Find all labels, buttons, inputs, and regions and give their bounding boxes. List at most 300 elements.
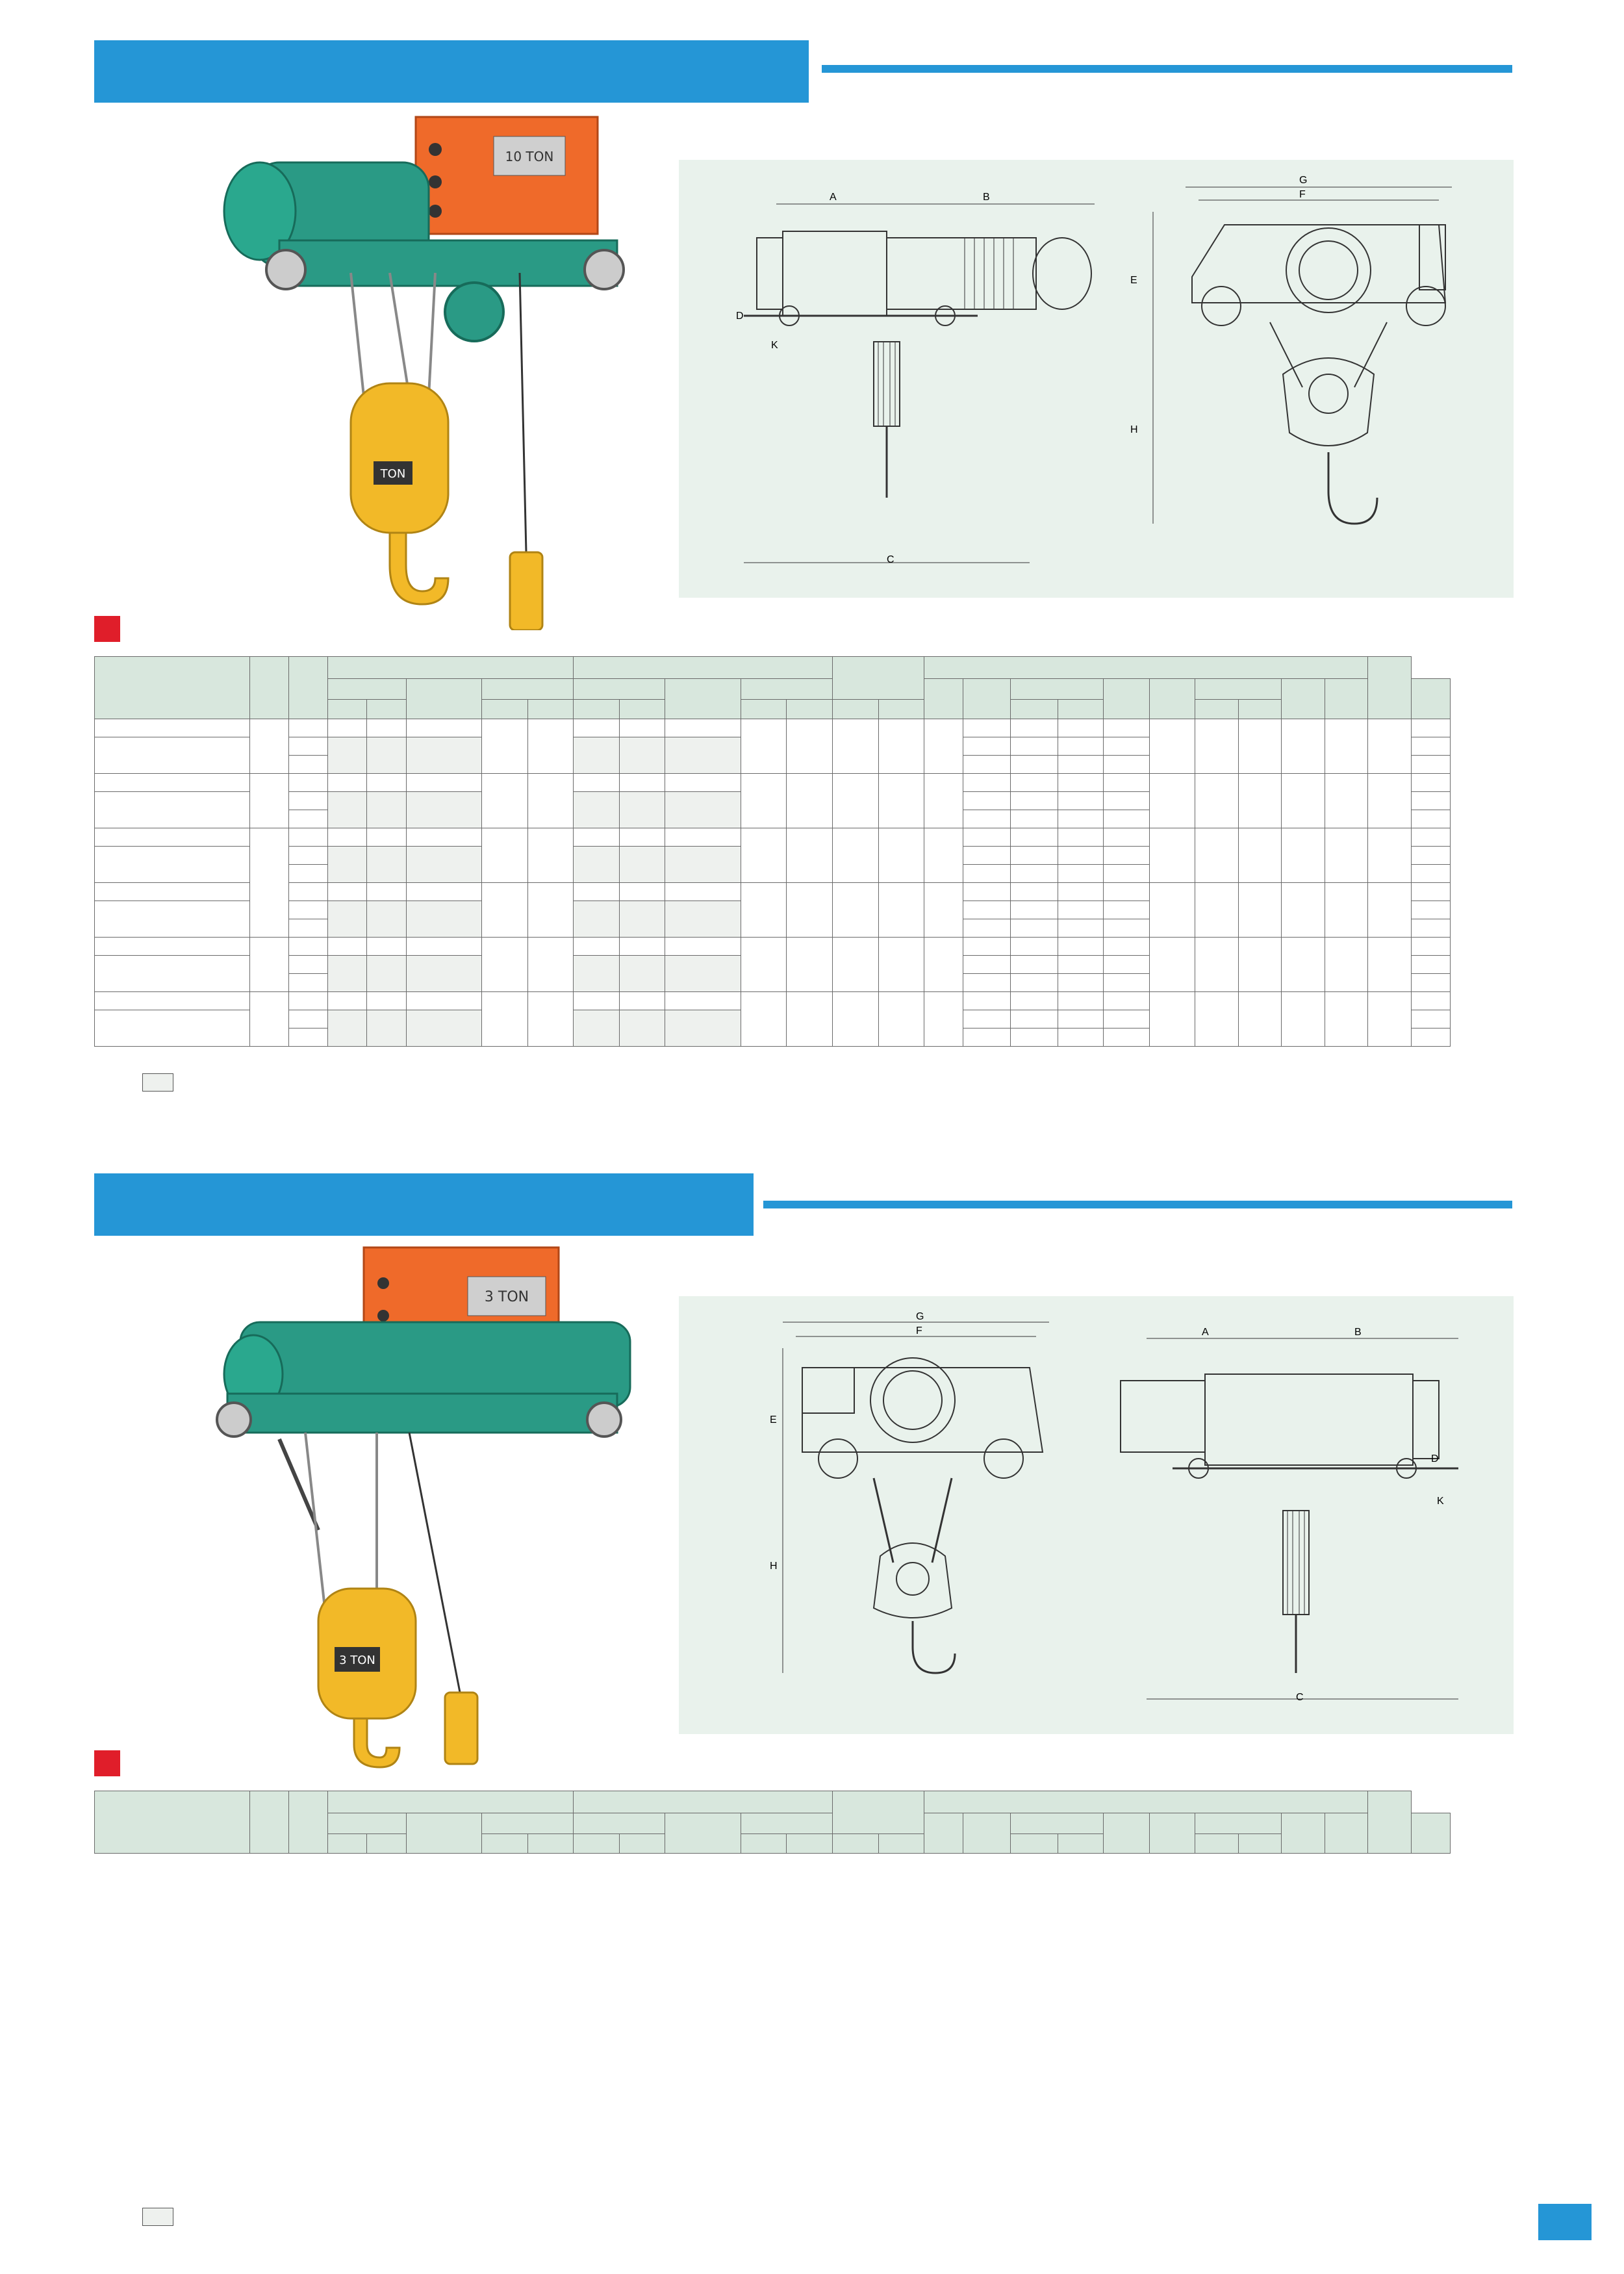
dimension-diagram-2 (679, 1296, 1514, 1734)
header-2-speed (527, 1834, 574, 1854)
speed-50hz-cell (367, 847, 406, 883)
weight-cell (1411, 974, 1450, 992)
header-1-speed (481, 1834, 527, 1854)
header-h (924, 679, 963, 719)
dim-cell (1104, 901, 1150, 919)
model-no-cell (95, 901, 250, 938)
header-weight (1368, 657, 1411, 719)
motor-cell (406, 828, 481, 847)
header-traverse (574, 657, 833, 679)
weight-cell (1411, 756, 1450, 774)
header-rating-t (741, 679, 832, 700)
dim-label-c2: C (1296, 1692, 1304, 1703)
lift-height-cell (289, 737, 328, 756)
dim-cell (1058, 810, 1104, 828)
lift-height-cell (289, 974, 328, 992)
cable-rf-cell (878, 828, 924, 883)
dim-cell (1104, 1010, 1150, 1028)
dim-k-cell (1368, 883, 1411, 938)
dim-cell (1104, 774, 1150, 792)
section1-notes (94, 1073, 1517, 1092)
rating-1-cell (481, 719, 527, 774)
rating-1-cell (481, 938, 527, 992)
header-k (1411, 1813, 1450, 1854)
hoist-photo-2 (214, 1244, 637, 1770)
dim-cell (963, 974, 1011, 992)
t-speed-60hz-cell (574, 883, 620, 901)
motor-cell (406, 792, 481, 828)
dim-e2-cell (1238, 883, 1281, 938)
speed-60hz-cell (328, 956, 367, 992)
t-speed-50hz-cell (619, 956, 665, 992)
dim-f-cell (1282, 883, 1325, 938)
dim-label-a2: A (1202, 1327, 1209, 1338)
speed-60hz-cell (328, 992, 367, 1010)
header-speed-t (574, 1813, 665, 1834)
dim-f-cell (1282, 828, 1325, 883)
dim-cell (1011, 883, 1058, 901)
dim-k-cell (1368, 938, 1411, 992)
header-rf (878, 1834, 924, 1854)
t-speed-60hz-cell (574, 719, 620, 737)
speed-50hz-cell (367, 737, 406, 774)
header-60hz (574, 700, 620, 719)
motor-cell (406, 883, 481, 901)
dim-label-e: E (1130, 275, 1137, 286)
dim-cell (1104, 938, 1150, 956)
dim-f-cell (1282, 992, 1325, 1047)
dim-cell (963, 756, 1011, 774)
dim-f-cell (1282, 774, 1325, 828)
dim-cell (1058, 737, 1104, 756)
speed-60hz-cell (328, 774, 367, 792)
table-row (95, 828, 1517, 847)
motor-cell (406, 901, 481, 938)
t-speed-50hz-cell (619, 938, 665, 956)
cable-mm-cell (832, 719, 878, 774)
header-lifting (328, 1791, 574, 1813)
dim-cell (1058, 847, 1104, 865)
weight-cell (1411, 828, 1450, 847)
model-no-cell (95, 774, 250, 792)
header-k (1411, 679, 1450, 719)
model-no-cell (95, 792, 250, 828)
dim-cell (963, 992, 1011, 1010)
dim-g-cell (1325, 719, 1368, 774)
t-speed-60hz-cell (574, 774, 620, 792)
header-2-speed (1058, 700, 1104, 719)
dim-cell (1011, 1010, 1058, 1028)
dim-g-cell (1325, 774, 1368, 828)
weight-cell (1411, 992, 1450, 1010)
section2-title (94, 1173, 754, 1236)
dim-label-g2: G (916, 1311, 924, 1322)
header-load (249, 657, 288, 719)
dim-cell (1104, 974, 1150, 992)
dim-cell (963, 737, 1011, 756)
header-dims (924, 657, 1368, 679)
lift-height-cell (289, 828, 328, 847)
header-2-speed (1238, 700, 1281, 719)
dim-cell (1058, 865, 1104, 883)
dim-e2-cell (1238, 938, 1281, 992)
t-speed-50hz-cell (619, 828, 665, 847)
cable-rf-cell (878, 719, 924, 774)
speed-50hz-cell (367, 1010, 406, 1047)
dim-d-cell (1149, 774, 1195, 828)
header-60hz (328, 700, 367, 719)
rating-2-cell (527, 719, 574, 774)
weight-cell (1411, 919, 1450, 938)
speed-60hz-cell (328, 737, 367, 774)
t-motor-cell (665, 901, 741, 938)
header-weight (1368, 1791, 1411, 1854)
t-speed-50hz-cell (619, 883, 665, 901)
dim-cell (963, 1028, 1011, 1047)
cable-rf-cell (878, 938, 924, 992)
speed-60hz-cell (328, 1010, 367, 1047)
speed-50hz-cell (367, 828, 406, 847)
dim-cell (1058, 1010, 1104, 1028)
dim-label-a: A (830, 192, 837, 203)
t-speed-60hz-cell (574, 992, 620, 1010)
dim-cell (963, 828, 1011, 847)
header-f (1282, 679, 1325, 719)
weight-cell (1411, 883, 1450, 901)
lift-height-cell (289, 810, 328, 828)
dim-e1-cell (1195, 719, 1238, 774)
dim-cell (1104, 719, 1150, 737)
dim-cell (963, 792, 1011, 810)
speed-50hz-cell (367, 719, 406, 737)
dim-e2-cell (1238, 992, 1281, 1047)
motor-cell (406, 956, 481, 992)
t-speed-60hz-cell (574, 792, 620, 828)
weight-cell (1411, 956, 1450, 974)
dim-label-h: H (1130, 424, 1138, 435)
dim-g-cell (1325, 828, 1368, 883)
dim-label-e2: E (770, 1414, 777, 1425)
dim-cell (1011, 792, 1058, 810)
header-g (1325, 679, 1368, 719)
header-1-speed (1195, 700, 1238, 719)
load-cell (249, 828, 288, 938)
dim-label-g: G (1299, 175, 1308, 186)
rating-2-cell (527, 938, 574, 992)
dim-e2-cell (1238, 774, 1281, 828)
weight-cell (1411, 901, 1450, 919)
speed-50hz-cell (367, 901, 406, 938)
weight-cell (1411, 1010, 1450, 1028)
t-speed-60hz-cell (574, 1010, 620, 1047)
header-rating-t (741, 1813, 832, 1834)
header-lift-height (289, 1791, 328, 1854)
header-motor (406, 679, 481, 719)
t-motor-cell (665, 719, 741, 737)
t-motor-cell (665, 774, 741, 792)
dim-label-b2: B (1354, 1327, 1362, 1338)
dim-cell (1011, 774, 1058, 792)
t-motor-cell (665, 938, 741, 956)
dim-g-cell (1325, 883, 1368, 938)
t-rating-2-cell (787, 992, 833, 1047)
cable-mm-cell (832, 828, 878, 883)
dim-cell (1104, 919, 1150, 938)
motor-cell (406, 938, 481, 956)
two-speed-swatch (142, 2208, 173, 2226)
t-motor-cell (665, 1010, 741, 1047)
table-row (95, 774, 1517, 792)
table-row (95, 719, 1517, 737)
t-speed-50hz-cell (619, 774, 665, 792)
header-50hz (619, 700, 665, 719)
speed-50hz-cell (367, 938, 406, 956)
weight-cell (1411, 719, 1450, 737)
t-motor-cell (665, 883, 741, 901)
dim-cell (1104, 737, 1150, 756)
header-2-speed (787, 1834, 833, 1854)
table-row (95, 883, 1517, 901)
motor-cell (406, 847, 481, 883)
spec-table-1 (94, 656, 1517, 1047)
speed-60hz-cell (328, 901, 367, 938)
t-speed-50hz-cell (619, 847, 665, 883)
weight-cell (1411, 774, 1450, 792)
header-load (249, 1791, 288, 1854)
rating-1-cell (481, 992, 527, 1047)
page-number (1538, 2204, 1592, 2240)
dim-cell (1104, 810, 1150, 828)
dim-cell (1104, 828, 1150, 847)
table-row (95, 938, 1517, 956)
load-cell (249, 719, 288, 774)
spec-table-2 (94, 1791, 1517, 1854)
dim-h-cell (924, 719, 963, 774)
lift-height-cell (289, 1028, 328, 1047)
t-rating-1-cell (741, 883, 787, 938)
model-no-cell (95, 883, 250, 901)
header-2-speed (787, 700, 833, 719)
dim-cell (1011, 919, 1058, 938)
load-cell (249, 774, 288, 828)
cable-mm-cell (832, 883, 878, 938)
model-no-cell (95, 992, 250, 1010)
dim-cell (963, 865, 1011, 883)
dim-cell (963, 847, 1011, 865)
rating-1-cell (481, 774, 527, 828)
dim-cell (1058, 992, 1104, 1010)
two-speed-swatch (142, 1073, 173, 1092)
dim-e1-cell (1195, 774, 1238, 828)
cable-mm-cell (832, 774, 878, 828)
dim-label-c: C (887, 554, 894, 565)
t-rating-2-cell (787, 828, 833, 883)
header-1-speed (481, 700, 527, 719)
speed-50hz-cell (367, 956, 406, 992)
dim-cell (1058, 883, 1104, 901)
lift-height-cell (289, 756, 328, 774)
speed-60hz-cell (328, 792, 367, 828)
header-d (1149, 679, 1195, 719)
t-speed-50hz-cell (619, 719, 665, 737)
header-speed (328, 1813, 406, 1834)
header-cable (832, 657, 924, 700)
dim-cell (963, 810, 1011, 828)
dim-f-cell (1282, 719, 1325, 774)
header-speed-t (574, 679, 665, 700)
header-h (924, 1813, 963, 1854)
header-speed (328, 679, 406, 700)
dim-cell (1011, 938, 1058, 956)
model-no-cell (95, 847, 250, 883)
motor-cell (406, 992, 481, 1010)
t-rating-1-cell (741, 774, 787, 828)
dim-cell (1104, 756, 1150, 774)
cable-rf-cell (878, 992, 924, 1047)
weight-cell (1411, 865, 1450, 883)
lift-height-cell (289, 883, 328, 901)
rating-1-cell (481, 828, 527, 883)
t-speed-50hz-cell (619, 792, 665, 828)
header-50hz (619, 1834, 665, 1854)
header-mm (832, 1834, 878, 1854)
dim-cell (1058, 828, 1104, 847)
t-motor-cell (665, 847, 741, 883)
dim-cell (1104, 883, 1150, 901)
dim-cell (1058, 792, 1104, 810)
t-speed-60hz-cell (574, 901, 620, 938)
section2-subtitle (94, 1749, 138, 1778)
weight-cell (1411, 938, 1450, 956)
dim-e2-cell (1238, 719, 1281, 774)
weight-cell (1411, 810, 1450, 828)
t-speed-50hz-cell (619, 1010, 665, 1047)
dim-cell (1011, 828, 1058, 847)
lift-height-cell (289, 847, 328, 865)
t-rating-2-cell (787, 883, 833, 938)
header-a (963, 679, 1011, 719)
t-rating-1-cell (741, 719, 787, 774)
dim-e1-cell (1195, 828, 1238, 883)
header-motor-t (665, 679, 741, 719)
dim-cell (1058, 901, 1104, 919)
header-c (1104, 679, 1150, 719)
dim-cell (1058, 974, 1104, 992)
dim-h-cell (924, 774, 963, 828)
header-1-speed (1011, 1834, 1058, 1854)
speed-50hz-cell (367, 792, 406, 828)
dim-cell (1058, 938, 1104, 956)
header-g (1325, 1813, 1368, 1854)
dim-e1-cell (1195, 883, 1238, 938)
header-mm (832, 700, 878, 719)
header-50hz (367, 700, 406, 719)
header-model-no (95, 657, 250, 719)
motor-cell (406, 1010, 481, 1047)
t-motor-cell (665, 737, 741, 774)
dim-g-cell (1325, 992, 1368, 1047)
dim-e2-cell (1238, 828, 1281, 883)
speed-60hz-cell (328, 938, 367, 956)
header-1-speed (1011, 700, 1058, 719)
header-60hz (328, 1834, 367, 1854)
dim-cell (1011, 847, 1058, 865)
speed-50hz-cell (367, 774, 406, 792)
cable-mm-cell (832, 992, 878, 1047)
dim-cell (1058, 956, 1104, 974)
speed-60hz-cell (328, 847, 367, 883)
dim-cell (1011, 901, 1058, 919)
dim-label-d2: D (1431, 1453, 1439, 1464)
section2-notes (94, 2208, 1517, 2226)
lift-height-cell (289, 1010, 328, 1028)
t-speed-60hz-cell (574, 847, 620, 883)
rating-2-cell (527, 992, 574, 1047)
speed-60hz-cell (328, 719, 367, 737)
t-rating-1-cell (741, 992, 787, 1047)
svg-text:3 TON: 3 TON (339, 1654, 375, 1667)
dim-h-cell (924, 883, 963, 938)
header-a (963, 1813, 1011, 1854)
rating-2-cell (527, 774, 574, 828)
dim-label-f2: F (916, 1325, 922, 1336)
section1-title (94, 40, 809, 103)
t-motor-cell (665, 956, 741, 992)
model-no-cell (95, 1010, 250, 1047)
dim-d-cell (1149, 938, 1195, 992)
dim-label-d: D (736, 311, 744, 322)
dim-d-cell (1149, 719, 1195, 774)
lift-height-cell (289, 956, 328, 974)
dim-label-h2: H (770, 1561, 778, 1572)
dim-cell (1011, 974, 1058, 992)
dim-cell (1011, 865, 1058, 883)
t-speed-50hz-cell (619, 737, 665, 774)
dim-cell (1011, 1028, 1058, 1047)
dim-k-cell (1368, 774, 1411, 828)
speed-60hz-cell (328, 828, 367, 847)
lift-height-cell (289, 774, 328, 792)
dim-cell (1011, 756, 1058, 774)
header-2-speed (527, 700, 574, 719)
speed-60hz-cell (328, 883, 367, 901)
header-cable (832, 1791, 924, 1834)
t-speed-50hz-cell (619, 992, 665, 1010)
t-speed-60hz-cell (574, 828, 620, 847)
header-c (1104, 1813, 1150, 1854)
dim-cell (1104, 865, 1150, 883)
dim-h-cell (924, 938, 963, 992)
cable-mm-cell (832, 938, 878, 992)
model-no-cell (95, 956, 250, 992)
dim-h-cell (924, 992, 963, 1047)
dim-d-cell (1149, 992, 1195, 1047)
svg-text:TON: TON (380, 467, 406, 481)
dim-e1-cell (1195, 938, 1238, 992)
header-model-no (95, 1791, 250, 1854)
dim-cell (963, 883, 1011, 901)
dim-cell (1011, 719, 1058, 737)
t-motor-cell (665, 992, 741, 1010)
model-no-cell (95, 719, 250, 737)
dim-cell (963, 919, 1011, 938)
header-rating (481, 1813, 573, 1834)
t-rating-2-cell (787, 719, 833, 774)
header-rf (878, 700, 924, 719)
speed-50hz-cell (367, 992, 406, 1010)
header-1-speed (741, 1834, 787, 1854)
header-1-speed (741, 700, 787, 719)
